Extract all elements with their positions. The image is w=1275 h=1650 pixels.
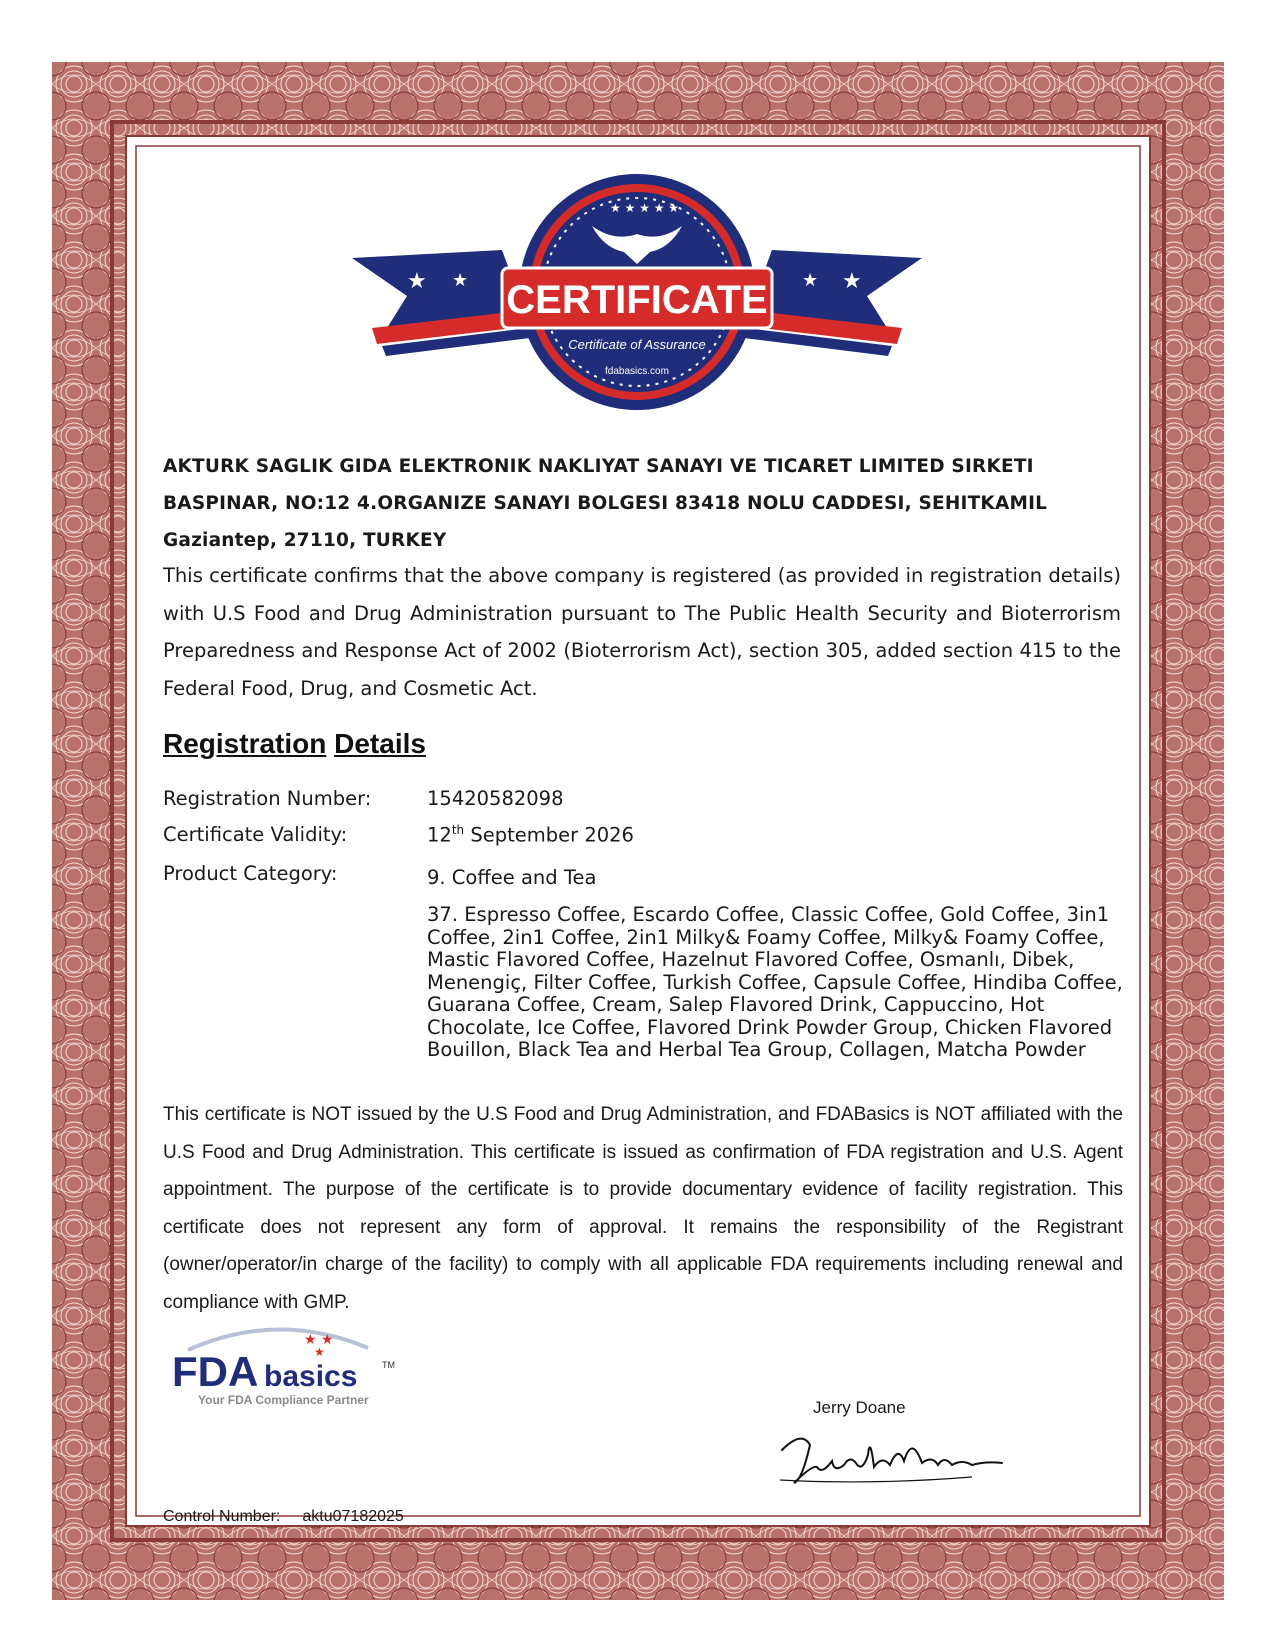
disclaimer-paragraph: This certificate is NOT issued by the U.S Food and Drug Administration, and FDABasics is NOT affiliated with the U.S Food and Drug Administration. This certificate is issued as confirmation of FDA registration and U.S. Agent appointment. The purpose of the certificate is to provide documentary evidence of facility registration. This certificate does not represent any form of approval. It remains the responsibility of the Registrant (owner/operator/in charge of the facility) to comply with all applicable FDA requirements including renewal and compliance with GMP.	[163, 1104, 1123, 1313]
registration-heading-word1: Registration	[163, 728, 327, 759]
company-name: AKTURK SAGLIK GIDA ELEKTRONIK NAKLIYAT SANAYI VE TICARET LIMITED SIRKETI	[163, 456, 1034, 477]
fdabasics-logo	[168, 1320, 428, 1410]
validity-day: 12	[427, 823, 452, 847]
svg-text:★: ★	[407, 269, 427, 294]
svg-text:★ ★: ★ ★	[304, 1332, 334, 1348]
registration-heading-word2: Details	[334, 728, 426, 759]
validity-rest: September 2026	[464, 823, 634, 847]
registration-number-label: Registration Number:	[163, 787, 372, 810]
category-main: 9. Coffee and Tea	[427, 866, 597, 889]
registration-heading	[163, 728, 426, 760]
control-number-label: Control Number:	[163, 1508, 281, 1525]
logo-tm: TM	[382, 1360, 395, 1370]
validity-suffix: th	[451, 823, 465, 837]
svg-text:★: ★	[314, 1345, 325, 1359]
certificate-seal	[352, 168, 922, 428]
category-list: 37. Espresso Coffee, Escardo Coffee, Classic Coffee, Gold Coffee, 3in1 Coffee, 2in1 Coffee, 2in1 Milky& Foamy Coffee, Milky& Foamy Coffee, Mastic Flavored Coffee, Hazelnut Flavored Coffee, Osmanlı, Dibek, Menengiç, Filter Coffee, Turkish Coffee, Capsule Coffee, Hindiba Coffee, Guarana Coffee, Cream, Salep Flavored Drink, Cappuccino, Hot Chocolate, Ice Coffee, Flavored Drink Powder Group, Chicken Flavored Bouillon, Black Tea and Herbal Tea Group, Collagen, Matcha Powder	[427, 903, 1123, 1061]
seal-title: CERTIFICATE	[506, 278, 768, 322]
logo-basics: basics	[264, 1360, 358, 1393]
svg-text:★ ★ ★ ★ ★: ★ ★ ★ ★ ★	[610, 201, 680, 215]
validity-label: Certificate Validity:	[163, 823, 348, 846]
svg-text:★: ★	[802, 270, 819, 291]
company-address-line1: BASPINAR, NO:12 4.ORGANIZE SANAYI BOLGESI 83418 NOLU CADDESI, SEHITKAMIL	[163, 493, 1048, 514]
signer-name: Jerry Doane	[813, 1398, 906, 1417]
registration-number-value: 15420582098	[427, 787, 564, 810]
control-number-value: aktu07182025	[302, 1508, 404, 1525]
logo-fda: FDA	[172, 1348, 259, 1395]
validity-value	[427, 823, 634, 847]
logo-tagline: Your FDA Compliance Partner	[198, 1393, 369, 1407]
svg-text:★: ★	[842, 269, 862, 294]
seal-website: fdabasics.com	[605, 366, 669, 377]
company-address-line2: Gaziantep, 27110, TURKEY	[163, 530, 447, 551]
category-label: Product Category:	[163, 862, 338, 885]
signature	[772, 1425, 1012, 1495]
intro-paragraph: This certificate confirms that the above company is registered (as provided in registration details) with U.S Food and Drug Administration pursuant to The Public Health Security and Bioterrorism Preparedness and Response Act of 2002 (Bioterrorism Act), section 305, added section 415 to the Federal Food, Drug, and Cosmetic Act.	[163, 564, 1121, 700]
control-number	[163, 1508, 404, 1526]
svg-text:★: ★	[452, 270, 469, 291]
seal-subtitle: Certificate of Assurance	[568, 337, 706, 352]
